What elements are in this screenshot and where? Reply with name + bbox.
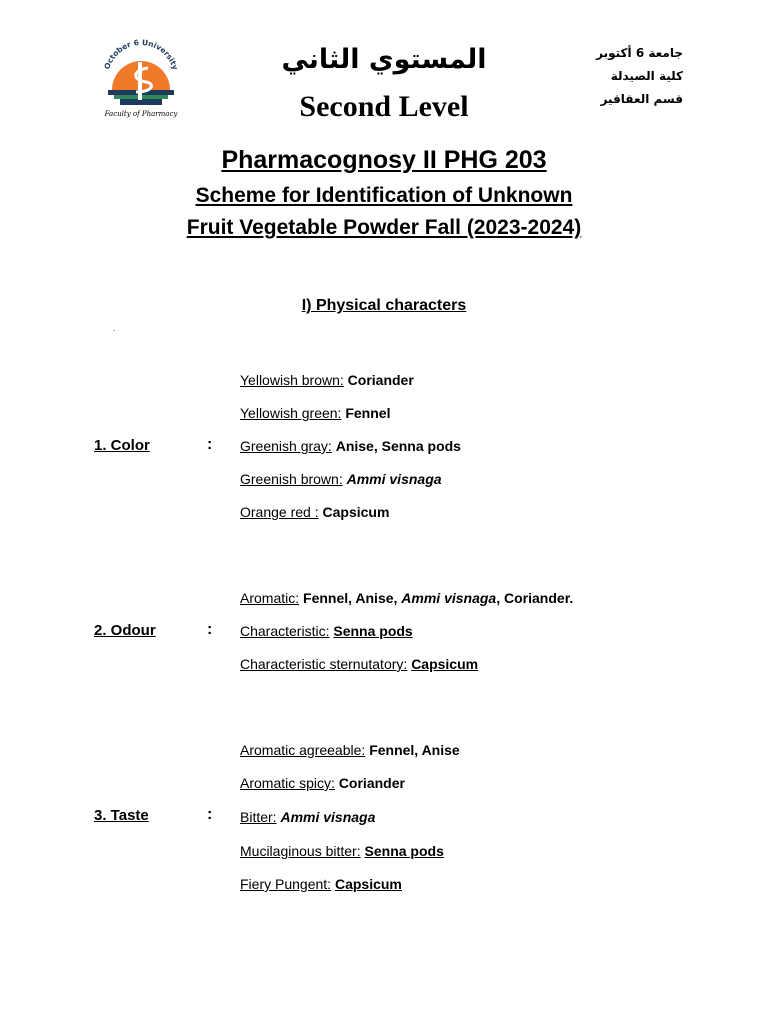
item-value: Ammi visnaga xyxy=(280,809,376,825)
svg-text:October 6 University: October 6 University xyxy=(102,37,180,71)
item-value: Capsicum xyxy=(411,656,479,672)
faculty-name: كلية الصيدلة xyxy=(610,69,683,83)
color-item xyxy=(240,471,442,487)
course-title: Pharmacognosy II PHG 203 xyxy=(221,146,547,174)
svg-text:Faculty of Pharmacy: Faculty of Pharmacy xyxy=(104,110,178,118)
item-key: Greenish brown: xyxy=(240,471,343,487)
item-value: Coriander xyxy=(347,372,414,388)
item-value: Fennel xyxy=(345,405,391,421)
item-value: Anise, Senna pods xyxy=(335,438,461,454)
item-key: Greenish gray: xyxy=(240,438,332,454)
item-key: Mucilaginous bitter: xyxy=(240,843,361,859)
color-item xyxy=(240,372,414,388)
taste-colon: : xyxy=(207,806,213,823)
item-key: Characteristic: xyxy=(240,623,330,639)
item-value: Coriander xyxy=(338,775,405,791)
department-name: قسم العقاقير xyxy=(600,92,683,106)
scheme-title-line2: Fruit Vegetable Powder Fall (2023-2024) xyxy=(186,216,582,239)
item-key: Yellowish brown: xyxy=(240,372,344,388)
university-name: جامعة 6 أكتوبر xyxy=(596,46,683,60)
item-value: , Coriander. xyxy=(496,590,574,606)
odour-item xyxy=(240,590,573,606)
taste-label: 3. Taste xyxy=(94,807,149,824)
item-key: Aromatic: xyxy=(240,590,300,606)
item-key: Aromatic spicy: xyxy=(240,775,335,791)
university-info xyxy=(596,42,683,111)
scheme-title-line1: Scheme for Identification of Unknown xyxy=(195,184,573,207)
item-key: Bitter: xyxy=(240,809,277,825)
taste-item xyxy=(240,775,405,791)
color-item xyxy=(240,504,389,520)
item-key: Orange red : xyxy=(240,504,319,520)
taste-item xyxy=(240,742,460,758)
color-colon: : xyxy=(207,436,213,453)
english-level-title: Second Level xyxy=(299,90,469,123)
item-value-italic: Ammi visnaga xyxy=(401,590,497,606)
odour-colon: : xyxy=(207,621,213,638)
taste-item xyxy=(240,876,402,892)
item-key: Fiery Pungent: xyxy=(240,876,332,892)
item-value: Capsicum xyxy=(334,876,402,892)
item-value: Fennel, Anise xyxy=(369,742,460,758)
item-key: Yellowish green: xyxy=(240,405,342,421)
item-key: Aromatic agreeable: xyxy=(240,742,366,758)
color-item xyxy=(240,438,461,454)
odour-item xyxy=(240,656,478,672)
arabic-level-title: المستوي الثاني xyxy=(281,44,487,75)
item-value: Senna pods xyxy=(364,843,444,859)
item-value: Senna pods xyxy=(333,623,413,639)
item-key: Characteristic sternutatory: xyxy=(240,656,408,672)
item-value: Fennel, Anise, xyxy=(303,590,398,606)
color-item xyxy=(240,405,390,421)
color-label: 1. Color xyxy=(94,437,150,454)
item-value: Ammi visnaga xyxy=(346,471,442,487)
item-value: Capsicum xyxy=(322,504,390,520)
section-heading: I) Physical characters xyxy=(301,297,467,314)
odour-label: 2. Odour xyxy=(94,622,156,639)
taste-item xyxy=(240,809,375,825)
taste-item xyxy=(240,843,444,859)
odour-item xyxy=(240,623,413,639)
stray-dot: . xyxy=(113,324,116,333)
